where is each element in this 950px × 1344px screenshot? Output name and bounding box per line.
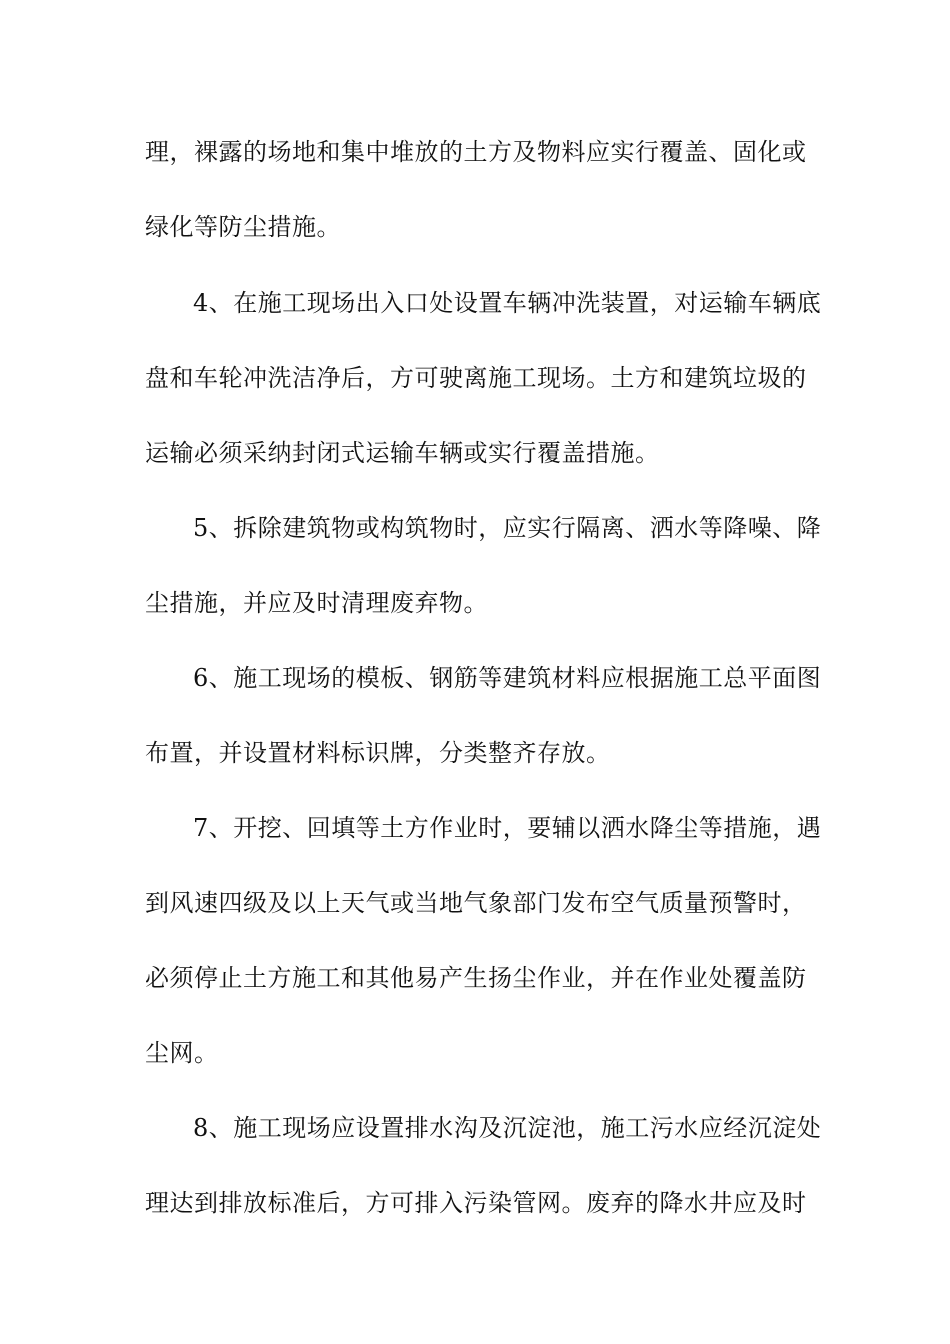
text-line-2: 绿化等防尘措施。: [145, 213, 341, 241]
paragraph-4-line-3: 运输必须采纳封闭式运输车辆或实行覆盖措施。: [145, 439, 660, 467]
paragraph-4-line-1: 4、在施工现场出入口处设置车辆冲洗装置，对运输车辆底: [193, 289, 822, 317]
paragraph-7-line-1: 7、开挖、回填等土方作业时，要辅以洒水降尘等措施，遇: [193, 814, 822, 842]
paragraph-6-line-2: 布置，并设置材料标识牌，分类整齐存放。: [145, 739, 611, 767]
paragraph-7-line-2: 到风速四级及以上天气或当地气象部门发布空气质量预警时，: [145, 889, 807, 917]
paragraph-4-line-2: 盘和车轮冲洗洁净后，方可驶离施工现场。土方和建筑垃圾的: [145, 364, 807, 392]
paragraph-7-line-3: 必须停止土方施工和其他易产生扬尘作业，并在作业处覆盖防: [145, 964, 807, 992]
paragraph-7-line-4: 尘网。: [145, 1039, 219, 1067]
paragraph-6-line-1: 6、施工现场的模板、钢筋等建筑材料应根据施工总平面图: [193, 664, 822, 692]
text-line-1: 理，裸露的场地和集中堆放的土方及物料应实行覆盖、固化或: [145, 138, 807, 166]
paragraph-8-line-2: 理达到排放标准后，方可排入污染管网。废弃的降水井应及时: [145, 1189, 807, 1217]
paragraph-8-line-1: 8、施工现场应设置排水沟及沉淀池，施工污水应经沉淀处: [193, 1114, 822, 1142]
paragraph-5-line-1: 5、拆除建筑物或构筑物时，应实行隔离、洒水等降噪、降: [193, 514, 822, 542]
paragraph-5-line-2: 尘措施，并应及时清理废弃物。: [145, 589, 488, 617]
